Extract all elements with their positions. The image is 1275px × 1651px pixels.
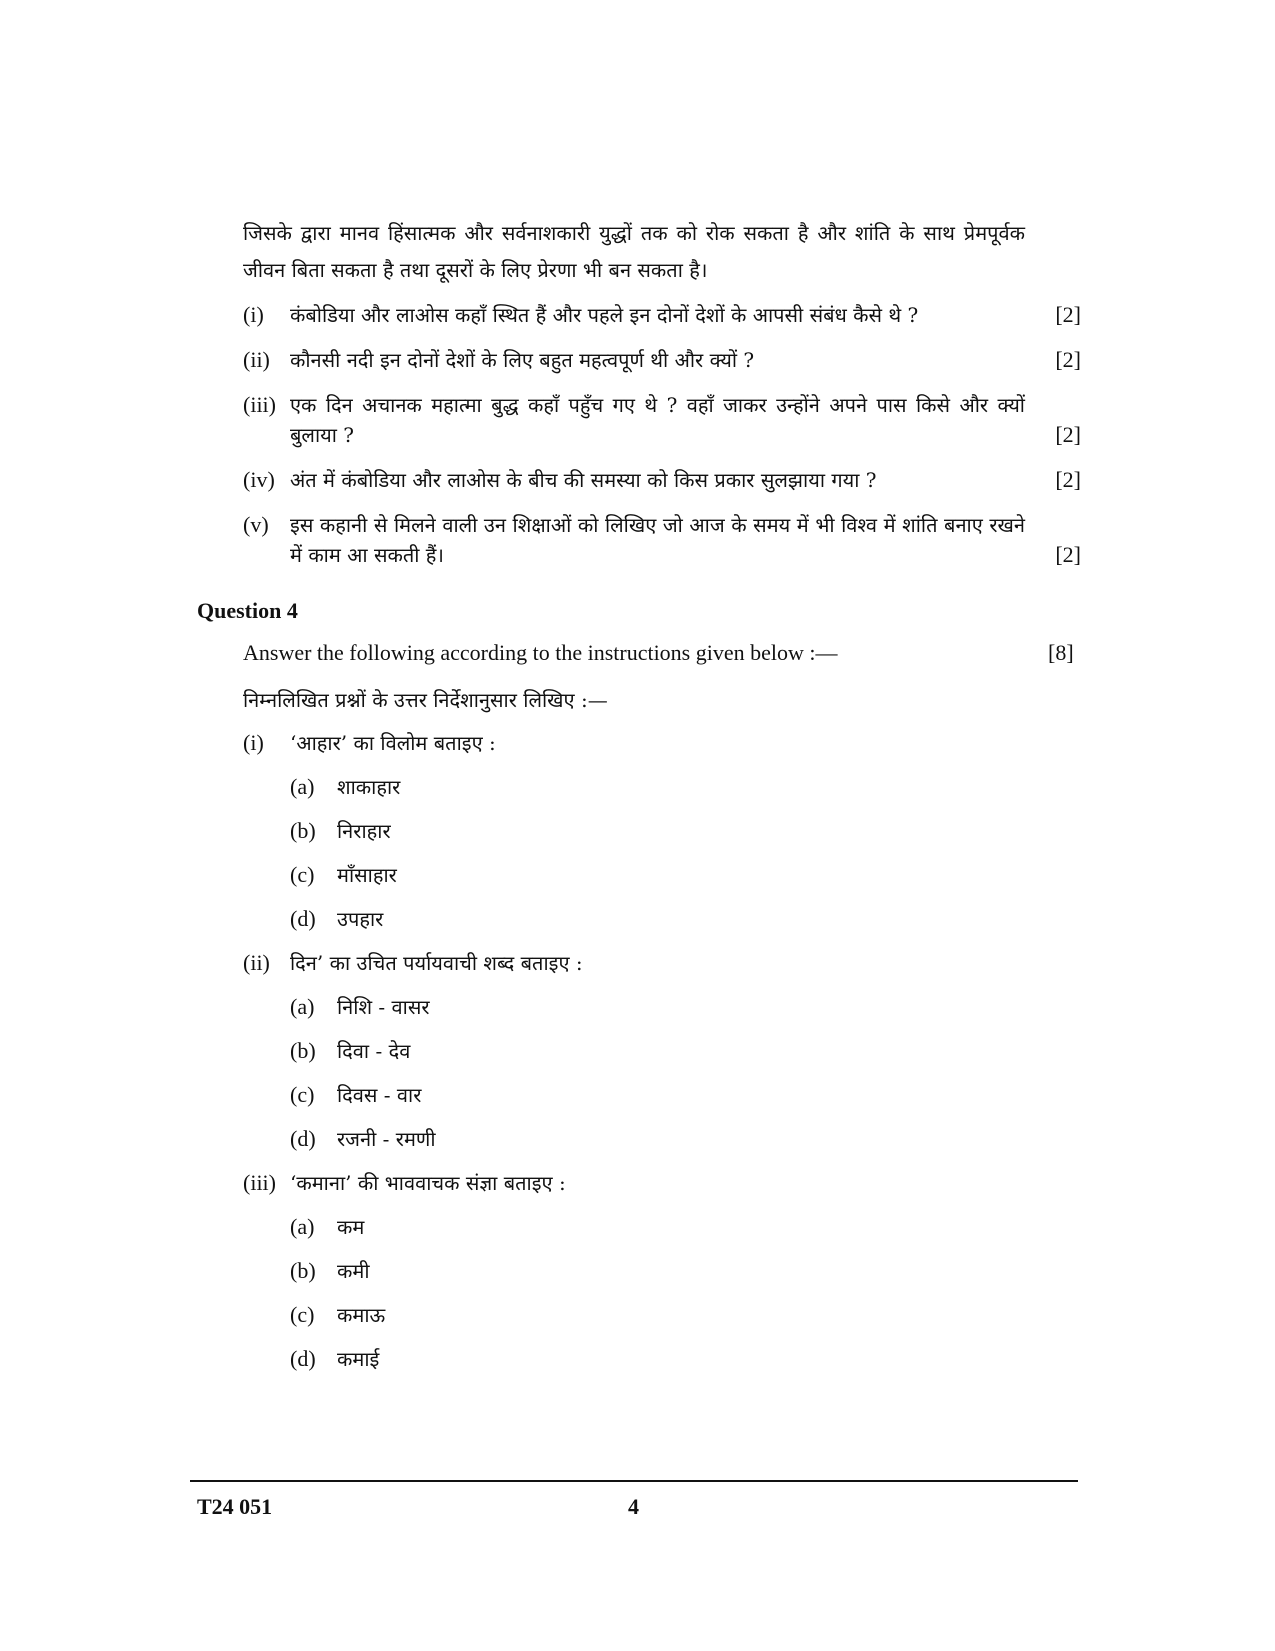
question-4-instruction-hindi: निम्नलिखित प्रश्नों के उत्तर निर्देशानुसार लिखिए :— xyxy=(243,688,608,712)
q4-item-1 xyxy=(243,728,1081,758)
q3-item-number: (iv) xyxy=(243,467,275,492)
footer-rule xyxy=(190,1480,1078,1482)
option-text: कमाई xyxy=(337,1347,380,1371)
option-label: (c) xyxy=(290,1302,315,1327)
q4-item-number: (ii) xyxy=(243,950,270,975)
question-4-instruction-english: Answer the following according to the instructions given below :— xyxy=(243,640,838,665)
q3-item-text: इस कहानी से मिलने वाली उन शिक्षाओं को लिखिए जो आज के समय में भी विश्व में शांति बनाए रखने में काम आ सकती हैं। xyxy=(290,513,1025,567)
option-label: (c) xyxy=(290,1082,315,1107)
option-label: (b) xyxy=(290,1038,316,1063)
q3-item-marks: [2] xyxy=(1055,422,1081,447)
option-text: उपहार xyxy=(337,907,384,931)
q4-item-text: ‘आहार’ का विलोम बताइए : xyxy=(290,731,496,755)
q4-item-number: (i) xyxy=(243,730,264,755)
option-label: (b) xyxy=(290,1258,316,1283)
option-label: (a) xyxy=(290,774,315,799)
option-text: माँसाहार xyxy=(337,863,397,887)
option-text: दिवस - वार xyxy=(337,1083,422,1107)
q4-item-number: (iii) xyxy=(243,1170,276,1195)
passage-ending: जिसके द्वारा मानव हिंसात्मक और सर्वनाशकारी युद्धों तक को रोक सकता है और शांति के साथ प्रेमपूर्वक जीवन बिता सकता है तथा दूसरों के लिए प्रेरणा भी बन सकता है। xyxy=(243,221,1025,282)
option-label: (b) xyxy=(290,818,316,843)
option-label: (d) xyxy=(290,1126,316,1151)
q3-item-text: एक दिन अचानक महात्मा बुद्ध कहाँ पहुँच गए थे ? वहाँ जाकर उन्होंने अपने पास किसे और क्यों बुलाया ? xyxy=(290,393,1025,447)
page-number: 4 xyxy=(628,1494,639,1519)
q3-item-5 xyxy=(243,510,1081,570)
option-text: निशि - वासर xyxy=(337,995,430,1019)
q3-item-text: अंत में कंबोडिया और लाओस के बीच की समस्या को किस प्रकार सुलझाया गया ? xyxy=(290,468,877,492)
q4-item-3 xyxy=(243,1168,1081,1198)
q3-item-number: (v) xyxy=(243,512,269,537)
option-label: (a) xyxy=(290,1214,315,1239)
q4-item-2 xyxy=(243,948,1081,978)
question-4-heading: Question 4 xyxy=(197,598,298,623)
q3-item-1 xyxy=(243,300,1081,330)
option-text: दिवा - देव xyxy=(337,1039,411,1063)
option-text: रजनी - रमणी xyxy=(337,1127,436,1151)
q3-item-text: कंबोडिया और लाओस कहाँ स्थित हैं और पहले इन दोनों देशों के आपसी संबंध कैसे थे ? xyxy=(290,303,919,327)
option-label: (d) xyxy=(290,1346,316,1371)
q3-item-marks: [2] xyxy=(1055,347,1081,372)
option-text: निराहार xyxy=(337,819,391,843)
option-text: कम xyxy=(337,1215,365,1239)
q3-item-number: (iii) xyxy=(243,392,276,417)
q3-item-4 xyxy=(243,465,1081,495)
question-4-marks: [8] xyxy=(1048,640,1074,665)
option-label: (c) xyxy=(290,862,315,887)
q3-item-text: कौनसी नदी इन दोनों देशों के लिए बहुत महत्वपूर्ण थी और क्यों ? xyxy=(290,348,755,372)
q3-item-3 xyxy=(243,390,1081,450)
option-text: कमी xyxy=(337,1259,370,1283)
q3-item-number: (ii) xyxy=(243,347,270,372)
q3-item-marks: [2] xyxy=(1055,467,1081,492)
q4-item-text: ‘कमाना’ की भाववाचक संज्ञा बताइए : xyxy=(290,1171,566,1195)
q4-item-text: दिन’ का उचित पर्यायवाची शब्द बताइए : xyxy=(290,951,583,975)
option-text: शाकाहार xyxy=(337,775,401,799)
option-label: (a) xyxy=(290,994,315,1019)
paper-code: T24 051 xyxy=(197,1494,273,1519)
q3-item-number: (i) xyxy=(243,302,264,327)
q3-item-marks: [2] xyxy=(1055,542,1081,567)
q3-item-2 xyxy=(243,345,1081,375)
q3-item-marks: [2] xyxy=(1055,302,1081,327)
option-text: कमाऊ xyxy=(337,1303,386,1327)
option-label: (d) xyxy=(290,906,316,931)
